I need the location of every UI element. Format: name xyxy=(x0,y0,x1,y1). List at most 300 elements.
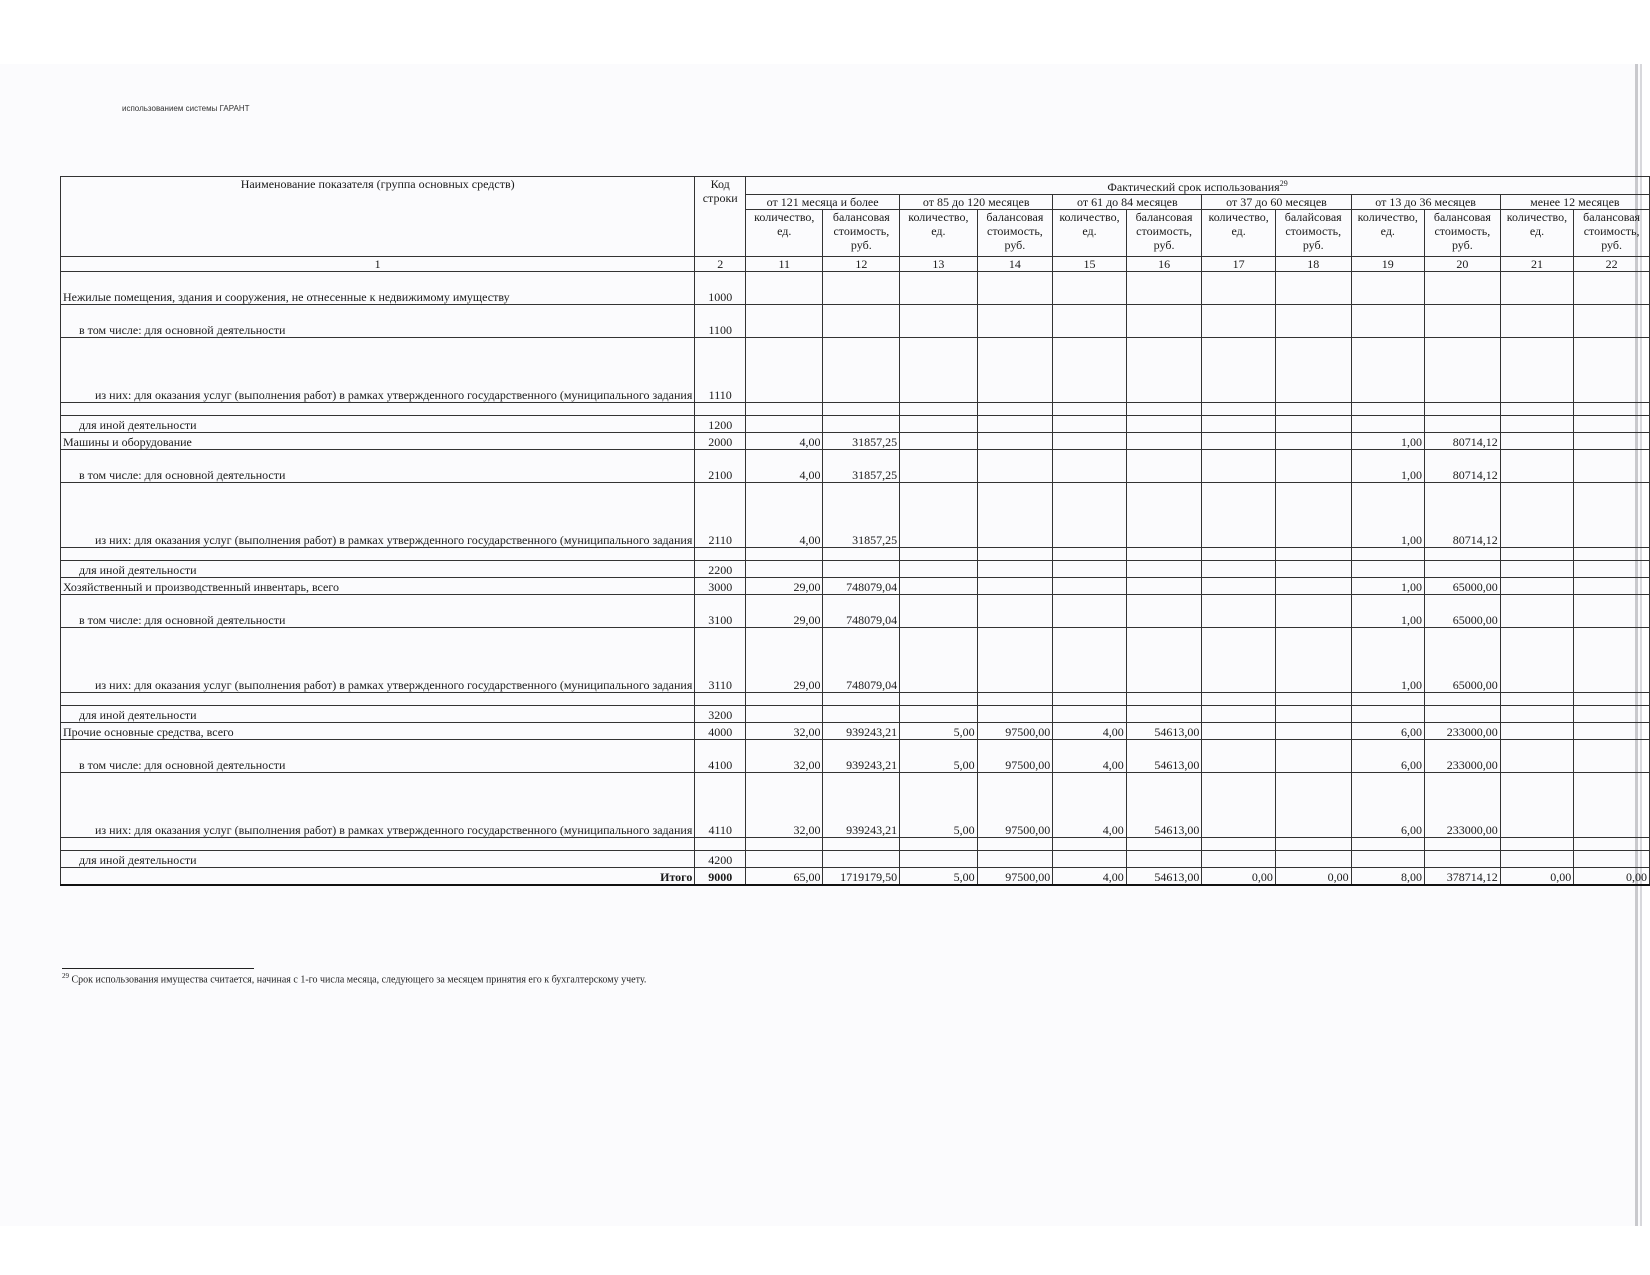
row-value xyxy=(1202,272,1275,305)
row-value xyxy=(1574,740,1650,773)
row-value: 29,00 xyxy=(746,578,823,595)
row-value: 32,00 xyxy=(746,740,823,773)
table-row xyxy=(61,450,1650,483)
row-value xyxy=(1425,851,1501,868)
row-value xyxy=(1202,578,1275,595)
row-value xyxy=(1053,595,1126,628)
row-value xyxy=(1574,838,1650,851)
row-value xyxy=(1275,706,1351,723)
row-value xyxy=(1126,628,1202,693)
row-value xyxy=(1202,548,1275,561)
row-code: 3110 xyxy=(695,628,746,693)
period-header: менее 12 месяцев xyxy=(1500,195,1649,210)
row-value xyxy=(1574,595,1650,628)
row-value xyxy=(1053,483,1126,548)
row-value xyxy=(1574,272,1650,305)
row-value: 80714,12 xyxy=(1425,450,1501,483)
row-value: 80714,12 xyxy=(1425,483,1501,548)
row-value: 233000,00 xyxy=(1425,723,1501,740)
row-value xyxy=(746,548,823,561)
row-value xyxy=(1425,838,1501,851)
row-value xyxy=(1202,305,1275,338)
column-number: 2 xyxy=(695,257,746,272)
row-code xyxy=(695,403,746,416)
row-value xyxy=(1126,578,1202,595)
row-value xyxy=(1275,305,1351,338)
row-value xyxy=(1126,416,1202,433)
row-value xyxy=(1053,450,1126,483)
row-value xyxy=(1275,595,1351,628)
row-value xyxy=(1202,595,1275,628)
row-value xyxy=(746,561,823,578)
row-name: для иной деятельности xyxy=(61,416,695,433)
row-value xyxy=(977,272,1053,305)
row-value xyxy=(746,403,823,416)
row-value xyxy=(900,693,977,706)
row-value xyxy=(746,272,823,305)
row-value xyxy=(1574,548,1650,561)
row-code: 4200 xyxy=(695,851,746,868)
row-value: 233000,00 xyxy=(1425,773,1501,838)
row-value xyxy=(1275,416,1351,433)
row-code xyxy=(695,693,746,706)
row-value xyxy=(1275,578,1351,595)
row-value xyxy=(1202,338,1275,403)
table-row xyxy=(61,740,1650,773)
row-value xyxy=(1574,723,1650,740)
row-value xyxy=(1202,740,1275,773)
row-value xyxy=(977,450,1053,483)
row-value: 54613,00 xyxy=(1126,773,1202,838)
row-value xyxy=(977,693,1053,706)
row-value xyxy=(1574,851,1650,868)
row-value xyxy=(823,548,900,561)
row-value xyxy=(823,838,900,851)
row-value xyxy=(977,433,1053,450)
row-value xyxy=(746,693,823,706)
total-value: 0,00 xyxy=(1275,868,1351,886)
row-value xyxy=(977,561,1053,578)
row-value: 6,00 xyxy=(1351,740,1424,773)
row-value xyxy=(900,416,977,433)
row-value xyxy=(977,548,1053,561)
row-name: из них: для оказания услуг (выполнения работ) в рамках утвержденного государственного (муниципального задания xyxy=(61,773,695,838)
row-value xyxy=(1351,548,1424,561)
row-value xyxy=(746,305,823,338)
row-value xyxy=(1500,403,1573,416)
subheader-balance-value: балансовая стоимость, руб. xyxy=(977,210,1053,257)
row-value xyxy=(1425,338,1501,403)
row-value xyxy=(1202,416,1275,433)
total-value: 0,00 xyxy=(1574,868,1650,886)
subheader-quantity: количество, ед. xyxy=(746,210,823,257)
row-value xyxy=(1500,628,1573,693)
row-value xyxy=(1126,433,1202,450)
row-value: 80714,12 xyxy=(1425,433,1501,450)
row-value xyxy=(900,578,977,595)
row-value xyxy=(1126,403,1202,416)
row-value xyxy=(1500,740,1573,773)
row-value: 1,00 xyxy=(1351,450,1424,483)
row-value xyxy=(1500,723,1573,740)
row-value xyxy=(1202,450,1275,483)
row-value: 4,00 xyxy=(746,450,823,483)
row-value: 32,00 xyxy=(746,773,823,838)
row-value: 6,00 xyxy=(1351,773,1424,838)
row-value xyxy=(1574,403,1650,416)
total-row xyxy=(61,868,1650,886)
table-spacer-row xyxy=(61,693,1650,706)
column-header-name: Наименование показателя (группа основных средств) xyxy=(61,177,695,257)
row-value: 65000,00 xyxy=(1425,578,1501,595)
footnote-divider xyxy=(62,968,254,969)
row-value xyxy=(1202,483,1275,548)
row-value xyxy=(977,338,1053,403)
table-row xyxy=(61,773,1650,838)
row-value xyxy=(900,433,977,450)
row-value xyxy=(1351,693,1424,706)
row-code: 2000 xyxy=(695,433,746,450)
row-value xyxy=(1053,272,1126,305)
row-value xyxy=(1275,403,1351,416)
row-value xyxy=(1126,483,1202,548)
row-value xyxy=(823,416,900,433)
row-value: 65000,00 xyxy=(1425,595,1501,628)
row-code: 1200 xyxy=(695,416,746,433)
row-name: в том числе: для основной деятельности xyxy=(61,450,695,483)
total-value: 378714,12 xyxy=(1425,868,1501,886)
subheader-quantity: количество, ед. xyxy=(1351,210,1424,257)
row-value xyxy=(1053,338,1126,403)
row-value xyxy=(1500,561,1573,578)
table-row xyxy=(61,706,1650,723)
row-name xyxy=(61,548,695,561)
row-value xyxy=(823,305,900,338)
row-value: 748079,04 xyxy=(823,628,900,693)
row-value xyxy=(1574,416,1650,433)
row-value xyxy=(1126,561,1202,578)
row-value: 1,00 xyxy=(1351,578,1424,595)
row-value xyxy=(1500,450,1573,483)
row-code: 1100 xyxy=(695,305,746,338)
row-value xyxy=(746,706,823,723)
row-value xyxy=(1574,693,1650,706)
row-value xyxy=(1202,433,1275,450)
row-value xyxy=(977,403,1053,416)
row-value xyxy=(1053,693,1126,706)
subheader-balance-value: балансовая стоимость, руб. xyxy=(1574,210,1650,257)
row-value xyxy=(1425,416,1501,433)
row-value xyxy=(1275,773,1351,838)
source-note: использованием системы ГАРАНТ xyxy=(122,104,250,113)
table-row xyxy=(61,578,1650,595)
row-value xyxy=(1425,272,1501,305)
header-row-1 xyxy=(61,177,1650,195)
subheader-balance-value: балансовая стоимость, руб. xyxy=(1425,210,1501,257)
row-value xyxy=(1053,578,1126,595)
subheader-balance-value: балайсовая стоимость, руб. xyxy=(1275,210,1351,257)
row-value xyxy=(1202,706,1275,723)
row-value xyxy=(746,416,823,433)
row-value: 54613,00 xyxy=(1126,723,1202,740)
row-name: в том числе: для основной деятельности xyxy=(61,305,695,338)
column-number: 15 xyxy=(1053,257,1126,272)
row-value xyxy=(1053,403,1126,416)
row-value: 4,00 xyxy=(1053,740,1126,773)
row-value xyxy=(1126,548,1202,561)
row-value xyxy=(1275,851,1351,868)
row-value xyxy=(1202,561,1275,578)
period-header: от 121 месяца и более xyxy=(746,195,900,210)
header-row-column-numbers xyxy=(61,257,1650,272)
row-value xyxy=(1500,578,1573,595)
row-value xyxy=(977,851,1053,868)
table-row xyxy=(61,416,1650,433)
row-value xyxy=(1500,548,1573,561)
row-name: Хозяйственный и производственный инвентарь, всего xyxy=(61,578,695,595)
row-value xyxy=(823,403,900,416)
row-value: 31857,25 xyxy=(823,433,900,450)
row-value xyxy=(1574,628,1650,693)
row-value xyxy=(900,595,977,628)
subheader-balance-value: балансовая стоимость, руб. xyxy=(823,210,900,257)
row-value: 29,00 xyxy=(746,628,823,693)
total-value: 5,00 xyxy=(900,868,977,886)
row-value xyxy=(1351,561,1424,578)
row-value xyxy=(1351,338,1424,403)
column-number: 13 xyxy=(900,257,977,272)
row-value: 939243,21 xyxy=(823,723,900,740)
row-value xyxy=(1202,851,1275,868)
row-value xyxy=(900,561,977,578)
row-value xyxy=(1202,693,1275,706)
row-value xyxy=(977,838,1053,851)
row-value xyxy=(900,838,977,851)
row-value: 939243,21 xyxy=(823,740,900,773)
row-value: 1,00 xyxy=(1351,433,1424,450)
row-code: 3000 xyxy=(695,578,746,595)
row-value: 32,00 xyxy=(746,723,823,740)
row-value xyxy=(1500,416,1573,433)
row-name: из них: для оказания услуг (выполнения работ) в рамках утвержденного государственного (муниципального задания xyxy=(61,483,695,548)
row-value xyxy=(1351,403,1424,416)
row-value: 97500,00 xyxy=(977,740,1053,773)
row-value xyxy=(1351,305,1424,338)
row-value xyxy=(823,693,900,706)
row-value xyxy=(1425,548,1501,561)
row-value xyxy=(1425,305,1501,338)
column-number: 20 xyxy=(1425,257,1501,272)
row-value xyxy=(1053,561,1126,578)
row-value xyxy=(1500,483,1573,548)
row-value xyxy=(900,338,977,403)
table-row xyxy=(61,851,1650,868)
row-value xyxy=(1500,595,1573,628)
row-value xyxy=(1275,838,1351,851)
row-value xyxy=(1500,433,1573,450)
row-value xyxy=(1500,305,1573,338)
row-name: для иной деятельности xyxy=(61,851,695,868)
row-value xyxy=(977,416,1053,433)
row-value: 1,00 xyxy=(1351,483,1424,548)
row-value xyxy=(1500,338,1573,403)
row-value: 939243,21 xyxy=(823,773,900,838)
row-value xyxy=(1500,706,1573,723)
row-value xyxy=(977,595,1053,628)
row-value: 31857,25 xyxy=(823,483,900,548)
subheader-quantity: количество, ед. xyxy=(1053,210,1126,257)
row-code: 4000 xyxy=(695,723,746,740)
row-value xyxy=(977,305,1053,338)
row-value xyxy=(1053,706,1126,723)
row-value xyxy=(1126,595,1202,628)
table-row xyxy=(61,433,1650,450)
column-number: 21 xyxy=(1500,257,1573,272)
row-value xyxy=(1275,338,1351,403)
column-header-actual-term: Фактический срок использования$^{29}$ xyxy=(746,177,1650,195)
table-row xyxy=(61,483,1650,548)
row-name: для иной деятельности xyxy=(61,706,695,723)
row-value xyxy=(900,706,977,723)
row-value xyxy=(823,851,900,868)
row-code: 4110 xyxy=(695,773,746,838)
table-row xyxy=(61,723,1650,740)
row-value xyxy=(1053,838,1126,851)
row-value xyxy=(1425,561,1501,578)
row-value xyxy=(823,561,900,578)
row-value xyxy=(1202,723,1275,740)
total-value: 4,00 xyxy=(1053,868,1126,886)
row-value xyxy=(1351,272,1424,305)
row-value xyxy=(1275,723,1351,740)
column-number: 17 xyxy=(1202,257,1275,272)
row-value xyxy=(1574,338,1650,403)
row-value xyxy=(1275,693,1351,706)
row-value: 233000,00 xyxy=(1425,740,1501,773)
row-value xyxy=(1425,403,1501,416)
row-value: 1,00 xyxy=(1351,595,1424,628)
row-name: из них: для оказания услуг (выполнения работ) в рамках утвержденного государственного (муниципального задания xyxy=(61,628,695,693)
subheader-balance-value: балансовая стоимость, руб. xyxy=(1126,210,1202,257)
row-value: 4,00 xyxy=(746,483,823,548)
row-value xyxy=(1202,403,1275,416)
row-value: 6,00 xyxy=(1351,723,1424,740)
row-name xyxy=(61,403,695,416)
row-value xyxy=(1574,706,1650,723)
table-row xyxy=(61,338,1650,403)
row-value xyxy=(1275,450,1351,483)
row-value xyxy=(1574,773,1650,838)
row-value xyxy=(1275,433,1351,450)
row-value xyxy=(1126,851,1202,868)
table-row xyxy=(61,561,1650,578)
row-code xyxy=(695,838,746,851)
column-number: 14 xyxy=(977,257,1053,272)
row-value xyxy=(900,450,977,483)
total-value: 97500,00 xyxy=(977,868,1053,886)
row-value: 29,00 xyxy=(746,595,823,628)
table-row xyxy=(61,305,1650,338)
row-name: Прочие основные средства, всего xyxy=(61,723,695,740)
row-code xyxy=(695,548,746,561)
row-code: 2200 xyxy=(695,561,746,578)
row-value xyxy=(1053,628,1126,693)
total-code: 9000 xyxy=(695,868,746,886)
column-number: 1 xyxy=(61,257,695,272)
row-value xyxy=(746,838,823,851)
row-value xyxy=(1126,706,1202,723)
row-value xyxy=(1126,338,1202,403)
row-value xyxy=(1351,416,1424,433)
row-code: 2110 xyxy=(695,483,746,548)
row-value xyxy=(1574,578,1650,595)
row-value xyxy=(900,628,977,693)
column-header-code: Код строки xyxy=(695,177,746,257)
row-value xyxy=(900,403,977,416)
row-value xyxy=(823,272,900,305)
total-label: Итого xyxy=(61,868,695,886)
row-value xyxy=(1202,628,1275,693)
row-name: Машины и оборудование xyxy=(61,433,695,450)
row-value xyxy=(977,628,1053,693)
row-value xyxy=(977,578,1053,595)
row-value: 5,00 xyxy=(900,740,977,773)
row-value xyxy=(1053,433,1126,450)
row-value xyxy=(1275,628,1351,693)
column-number: 19 xyxy=(1351,257,1424,272)
row-value xyxy=(1574,433,1650,450)
row-value xyxy=(1574,561,1650,578)
row-code: 1110 xyxy=(695,338,746,403)
row-value xyxy=(977,483,1053,548)
total-value: 8,00 xyxy=(1351,868,1424,886)
row-value xyxy=(900,272,977,305)
row-value xyxy=(1126,838,1202,851)
row-code: 1000 xyxy=(695,272,746,305)
row-value xyxy=(746,851,823,868)
row-value xyxy=(900,305,977,338)
row-value xyxy=(1126,305,1202,338)
row-value xyxy=(1275,548,1351,561)
row-value: 4,00 xyxy=(746,433,823,450)
table-spacer-row xyxy=(61,838,1650,851)
row-value xyxy=(823,338,900,403)
row-value xyxy=(1574,305,1650,338)
period-header: от 61 до 84 месяцев xyxy=(1053,195,1202,210)
row-value xyxy=(1574,450,1650,483)
row-value xyxy=(1126,272,1202,305)
row-name xyxy=(61,693,695,706)
row-value xyxy=(1351,706,1424,723)
row-value xyxy=(1500,272,1573,305)
table-spacer-row xyxy=(61,403,1650,416)
period-header: от 13 до 36 месяцев xyxy=(1351,195,1500,210)
row-name: из них: для оказания услуг (выполнения работ) в рамках утвержденного государственного (муниципального задания xyxy=(61,338,695,403)
row-code: 3100 xyxy=(695,595,746,628)
row-value: 31857,25 xyxy=(823,450,900,483)
row-value xyxy=(823,706,900,723)
row-value xyxy=(1053,305,1126,338)
row-value xyxy=(1574,483,1650,548)
row-value: 748079,04 xyxy=(823,578,900,595)
row-value xyxy=(1275,740,1351,773)
row-name xyxy=(61,838,695,851)
row-value xyxy=(1126,693,1202,706)
period-header: от 37 до 60 месяцев xyxy=(1202,195,1351,210)
column-number: 16 xyxy=(1126,257,1202,272)
column-number: 11 xyxy=(746,257,823,272)
row-value xyxy=(1126,450,1202,483)
